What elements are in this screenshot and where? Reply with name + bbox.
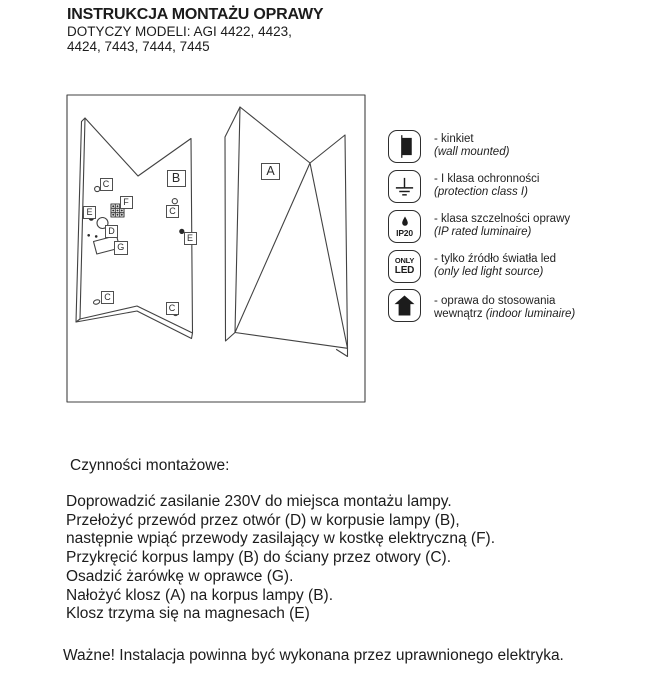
legend-en: (protection class I)	[434, 186, 528, 199]
legend-pl: - klasa szczelności oprawy	[434, 213, 571, 225]
indoor-icon	[388, 289, 421, 322]
ip-rating-icon	[388, 210, 421, 243]
legend-pl: - oprawa do stosowania	[434, 295, 556, 307]
diagram-label-c: C	[101, 291, 114, 304]
legend-row-only-led	[388, 250, 556, 283]
diagram-label-c: C	[166, 302, 179, 315]
house-icon	[390, 291, 419, 320]
legend-en: (only led light source)	[434, 266, 544, 279]
instruction-line: Przykręcić korpus lampy (B) do ściany przez otwory (C).	[66, 549, 452, 567]
legend-en: wewnątrz (indoor luminaire)	[434, 308, 576, 321]
diagram-frame	[67, 95, 365, 402]
only-led-icon	[388, 250, 421, 283]
legend-row-wall-mounted	[388, 130, 509, 163]
instruction-line: następnie wpiąć przewody zasilający w kostkę elektryczną (F).	[66, 530, 496, 548]
legend-text	[434, 130, 509, 159]
diagram-label-g: G	[114, 241, 129, 256]
diagram-label-e: E	[184, 232, 197, 245]
diagram-label-e: E	[83, 206, 96, 219]
protection-class-icon	[388, 170, 421, 203]
legend-text	[434, 289, 575, 321]
instruction-line: Nałożyć klosz (A) na korpus lampy (B).	[66, 586, 334, 604]
page-title: INSTRUKCJA MONTAŻU OPRAWY	[67, 6, 324, 23]
legend-text	[434, 250, 556, 279]
instructions-list	[66, 493, 495, 624]
legend-row-ip-rating	[388, 210, 570, 243]
screw-hole-c	[93, 299, 100, 305]
legend-text	[434, 170, 539, 199]
legend-pl: - kinkiet	[434, 133, 474, 145]
diagram-label-f: F	[120, 196, 133, 209]
diagram-label-a: A	[261, 163, 280, 180]
led-text: LED	[394, 265, 415, 276]
screw-hole-c	[172, 199, 177, 204]
model-list-line1: DOTYCZY MODELI: AGI 4422, 4423,	[67, 24, 292, 39]
legend-text	[434, 210, 570, 239]
model-list-line2: 4424, 7443, 7444, 7445	[67, 39, 210, 55]
diagram-label-d: D	[105, 225, 118, 238]
lamp-shade-drawing	[225, 107, 348, 357]
instruction-line: Doprowadzić zasilanie 230V do miejsca montażu lampy.	[66, 493, 452, 510]
instruction-line: Przełożyć przewód przez otwór (D) w korpusie lampy (B),	[66, 511, 460, 529]
legend-pl: - I klasa ochronności	[434, 173, 540, 185]
instruction-line: Klosz trzyma się na magnesach (E)	[66, 605, 310, 623]
diagram-label-b: B	[167, 170, 186, 187]
instructions-heading: Czynności montażowe:	[70, 457, 230, 474]
wall-mounted-icon	[388, 130, 421, 163]
only-text: ONLY	[394, 256, 415, 265]
legend-pl: - tylko źródło światła led	[434, 253, 557, 265]
legend-row-indoor	[388, 289, 575, 322]
diagram-label-c: C	[100, 178, 113, 191]
instruction-line: Osadzić żarówkę w oprawce (G).	[66, 567, 294, 585]
legend-row-protection-class	[388, 170, 539, 203]
legend-en: (wall mounted)	[434, 146, 510, 159]
diagram-label-c: C	[166, 205, 179, 218]
warning-note: Ważne! Instalacja powinna być wykonana przez uprawnionego elektryka.	[63, 647, 564, 664]
legend-en: (IP rated luminaire)	[434, 226, 532, 239]
droplet-icon	[399, 216, 411, 227]
ip-rating-text: IP20	[396, 227, 413, 238]
